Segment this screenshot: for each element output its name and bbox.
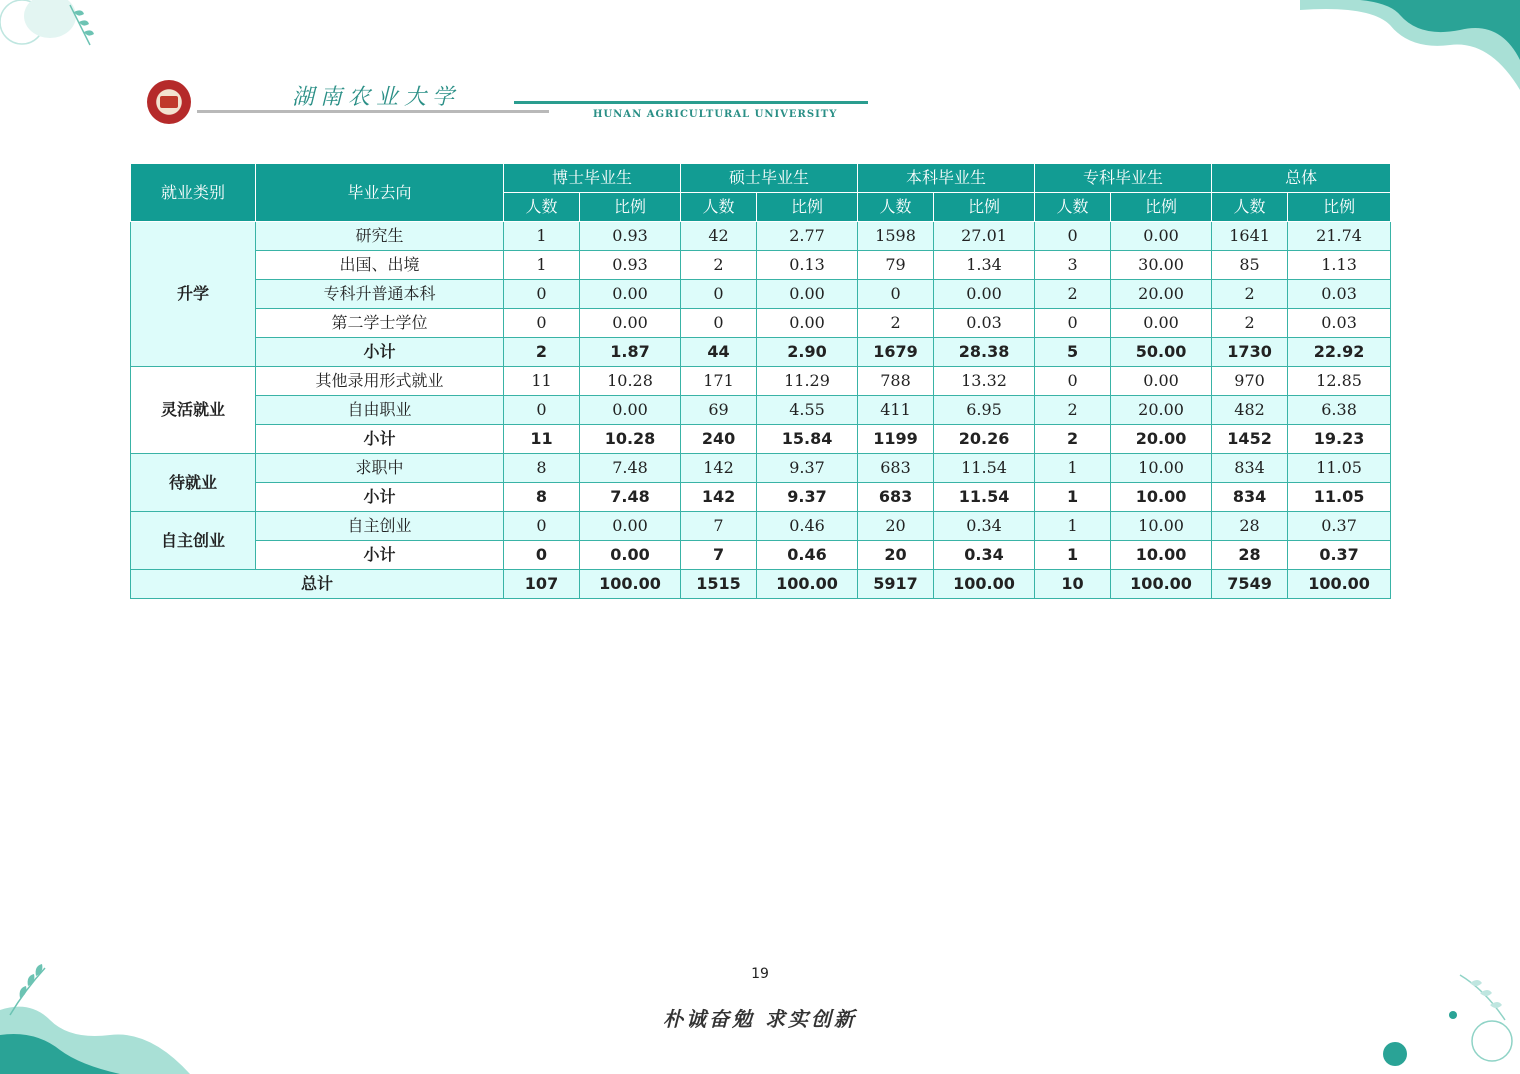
university-motto: 朴诚奋勉 求实创新 (663, 1007, 857, 1031)
ratio-cell: 10.28 (580, 367, 681, 396)
table-row (131, 454, 1391, 483)
header-count: 人数 (1035, 193, 1111, 222)
count-cell: 2 (1035, 425, 1111, 454)
ratio-cell: 22.92 (1288, 338, 1391, 367)
ratio-cell: 12.85 (1288, 367, 1391, 396)
ratio-cell: 15.84 (757, 425, 858, 454)
ratio-cell: 21.74 (1288, 222, 1391, 251)
leaf-decoration-top-left (0, 0, 110, 60)
category-cell: 自主创业 (131, 512, 256, 570)
count-cell: 142 (681, 454, 757, 483)
count-cell: 7549 (1212, 570, 1288, 599)
ratio-cell: 11.29 (757, 367, 858, 396)
destination-cell: 研究生 (256, 222, 504, 251)
table-row (131, 251, 1391, 280)
count-cell: 2 (1212, 309, 1288, 338)
ratio-cell: 28.38 (934, 338, 1035, 367)
subtotal-row (131, 541, 1391, 570)
header-ratio: 比例 (757, 193, 858, 222)
ratio-cell: 11.05 (1288, 454, 1391, 483)
count-cell: 28 (1212, 541, 1288, 570)
brand-name-english: HUNAN AGRICULTURAL UNIVERSITY (593, 109, 838, 120)
count-cell: 0 (504, 280, 580, 309)
table-row (131, 222, 1391, 251)
header-ratio: 比例 (580, 193, 681, 222)
count-cell: 0 (504, 541, 580, 570)
destination-cell: 小计 (256, 338, 504, 367)
header-group: 专科毕业生 (1035, 164, 1212, 193)
ratio-cell: 27.01 (934, 222, 1035, 251)
ratio-cell: 0.03 (1288, 280, 1391, 309)
ratio-cell: 20.26 (934, 425, 1035, 454)
count-cell: 1 (1035, 454, 1111, 483)
count-cell: 0 (1035, 367, 1111, 396)
table-row (131, 367, 1391, 396)
ratio-cell: 0.34 (934, 512, 1035, 541)
destination-cell: 小计 (256, 541, 504, 570)
ratio-cell: 0.00 (580, 396, 681, 425)
count-cell: 20 (858, 541, 934, 570)
ratio-cell: 0.00 (1111, 222, 1212, 251)
ratio-cell: 6.38 (1288, 396, 1391, 425)
category-cell: 灵活就业 (131, 367, 256, 454)
ratio-cell: 11.54 (934, 454, 1035, 483)
count-cell: 1641 (1212, 222, 1288, 251)
count-cell: 10 (1035, 570, 1111, 599)
count-cell: 0 (681, 309, 757, 338)
count-cell: 1598 (858, 222, 934, 251)
ratio-cell: 1.87 (580, 338, 681, 367)
count-cell: 834 (1212, 483, 1288, 512)
ratio-cell: 0.46 (757, 512, 858, 541)
destination-cell: 第二学士学位 (256, 309, 504, 338)
table-row (131, 396, 1391, 425)
ratio-cell: 0.93 (580, 222, 681, 251)
ratio-cell: 0.13 (757, 251, 858, 280)
employment-destination-table (130, 163, 1391, 599)
ratio-cell: 10.00 (1111, 541, 1212, 570)
header-divider-gray (197, 110, 549, 113)
table-body (131, 222, 1391, 599)
ratio-cell: 100.00 (1288, 570, 1391, 599)
count-cell: 0 (504, 309, 580, 338)
university-logo (147, 80, 191, 124)
ratio-cell: 0.03 (1288, 309, 1391, 338)
count-cell: 44 (681, 338, 757, 367)
ratio-cell: 10.28 (580, 425, 681, 454)
ratio-cell: 2.77 (757, 222, 858, 251)
count-cell: 142 (681, 483, 757, 512)
brand-name-chinese: 湖南农业大学 (292, 85, 461, 110)
ratio-cell: 50.00 (1111, 338, 1212, 367)
ratio-cell: 1.13 (1288, 251, 1391, 280)
count-cell: 107 (504, 570, 580, 599)
count-cell: 28 (1212, 512, 1288, 541)
ratio-cell: 7.48 (580, 454, 681, 483)
count-cell: 683 (858, 483, 934, 512)
ratio-cell: 100.00 (934, 570, 1035, 599)
ratio-cell: 10.00 (1111, 512, 1212, 541)
ratio-cell: 4.55 (757, 396, 858, 425)
count-cell: 11 (504, 367, 580, 396)
category-cell: 升学 (131, 222, 256, 367)
header-count: 人数 (504, 193, 580, 222)
count-cell: 788 (858, 367, 934, 396)
count-cell: 8 (504, 454, 580, 483)
destination-cell: 求职中 (256, 454, 504, 483)
ratio-cell: 0.37 (1288, 541, 1391, 570)
ratio-cell: 10.00 (1111, 483, 1212, 512)
header-destination: 毕业去向 (256, 164, 504, 222)
ratio-cell: 9.37 (757, 483, 858, 512)
count-cell: 1730 (1212, 338, 1288, 367)
ratio-cell: 0.00 (757, 280, 858, 309)
count-cell: 2 (1035, 280, 1111, 309)
ratio-cell: 6.95 (934, 396, 1035, 425)
header-count: 人数 (1212, 193, 1288, 222)
count-cell: 411 (858, 396, 934, 425)
header-group: 本科毕业生 (858, 164, 1035, 193)
count-cell: 0 (504, 396, 580, 425)
ratio-cell: 0.00 (1111, 367, 1212, 396)
count-cell: 1 (1035, 541, 1111, 570)
header-group: 博士毕业生 (504, 164, 681, 193)
ratio-cell: 0.46 (757, 541, 858, 570)
count-cell: 85 (1212, 251, 1288, 280)
ratio-cell: 0.00 (1111, 309, 1212, 338)
count-cell: 1452 (1212, 425, 1288, 454)
count-cell: 69 (681, 396, 757, 425)
count-cell: 2 (504, 338, 580, 367)
ratio-cell: 100.00 (1111, 570, 1212, 599)
wave-decoration-top-right (1300, 0, 1520, 95)
count-cell: 11 (504, 425, 580, 454)
count-cell: 2 (1212, 280, 1288, 309)
ratio-cell: 0.00 (580, 541, 681, 570)
count-cell: 2 (681, 251, 757, 280)
count-cell: 1679 (858, 338, 934, 367)
ratio-cell: 0.34 (934, 541, 1035, 570)
ratio-cell: 20.00 (1111, 280, 1212, 309)
count-cell: 1199 (858, 425, 934, 454)
count-cell: 970 (1212, 367, 1288, 396)
table-row (131, 280, 1391, 309)
header-ratio: 比例 (934, 193, 1035, 222)
count-cell: 171 (681, 367, 757, 396)
count-cell: 8 (504, 483, 580, 512)
destination-cell: 出国、出境 (256, 251, 504, 280)
destination-cell: 专科升普通本科 (256, 280, 504, 309)
header-ratio: 比例 (1111, 193, 1212, 222)
destination-cell: 自主创业 (256, 512, 504, 541)
ratio-cell: 11.05 (1288, 483, 1391, 512)
ratio-cell: 0.37 (1288, 512, 1391, 541)
destination-cell: 其他录用形式就业 (256, 367, 504, 396)
count-cell: 5917 (858, 570, 934, 599)
count-cell: 0 (1035, 309, 1111, 338)
destination-cell: 自由职业 (256, 396, 504, 425)
ratio-cell: 11.54 (934, 483, 1035, 512)
count-cell: 683 (858, 454, 934, 483)
ratio-cell: 0.93 (580, 251, 681, 280)
count-cell: 240 (681, 425, 757, 454)
ratio-cell: 100.00 (757, 570, 858, 599)
category-cell: 待就业 (131, 454, 256, 512)
count-cell: 1 (504, 251, 580, 280)
count-cell: 7 (681, 512, 757, 541)
header-ratio: 比例 (1288, 193, 1391, 222)
subtotal-row (131, 338, 1391, 367)
count-cell: 1 (504, 222, 580, 251)
ratio-cell: 0.00 (580, 280, 681, 309)
total-label: 总计 (131, 570, 504, 599)
count-cell: 7 (681, 541, 757, 570)
page-number: 19 (751, 966, 769, 982)
count-cell: 0 (504, 512, 580, 541)
count-cell: 79 (858, 251, 934, 280)
subtotal-row (131, 425, 1391, 454)
count-cell: 1515 (681, 570, 757, 599)
count-cell: 42 (681, 222, 757, 251)
header-count: 人数 (858, 193, 934, 222)
total-row (131, 570, 1391, 599)
count-cell: 0 (681, 280, 757, 309)
header-count: 人数 (681, 193, 757, 222)
ratio-cell: 7.48 (580, 483, 681, 512)
ratio-cell: 100.00 (580, 570, 681, 599)
ratio-cell: 10.00 (1111, 454, 1212, 483)
count-cell: 0 (858, 280, 934, 309)
ratio-cell: 0.00 (580, 309, 681, 338)
header-group: 总体 (1212, 164, 1391, 193)
ratio-cell: 0.00 (934, 280, 1035, 309)
ratio-cell: 20.00 (1111, 396, 1212, 425)
count-cell: 1 (1035, 512, 1111, 541)
ratio-cell: 1.34 (934, 251, 1035, 280)
count-cell: 2 (858, 309, 934, 338)
count-cell: 834 (1212, 454, 1288, 483)
count-cell: 5 (1035, 338, 1111, 367)
table-row (131, 512, 1391, 541)
header-category: 就业类别 (131, 164, 256, 222)
ratio-cell: 0.00 (757, 309, 858, 338)
ratio-cell: 19.23 (1288, 425, 1391, 454)
count-cell: 1 (1035, 483, 1111, 512)
header-group: 硕士毕业生 (681, 164, 858, 193)
ratio-cell: 13.32 (934, 367, 1035, 396)
ratio-cell: 30.00 (1111, 251, 1212, 280)
count-cell: 20 (858, 512, 934, 541)
count-cell: 0 (1035, 222, 1111, 251)
table-row (131, 309, 1391, 338)
ratio-cell: 0.00 (580, 512, 681, 541)
count-cell: 482 (1212, 396, 1288, 425)
ratio-cell: 9.37 (757, 454, 858, 483)
destination-cell: 小计 (256, 483, 504, 512)
count-cell: 3 (1035, 251, 1111, 280)
destination-cell: 小计 (256, 425, 504, 454)
ratio-cell: 2.90 (757, 338, 858, 367)
count-cell: 2 (1035, 396, 1111, 425)
ratio-cell: 0.03 (934, 309, 1035, 338)
subtotal-row (131, 483, 1391, 512)
header-divider-teal (514, 101, 868, 104)
ratio-cell: 20.00 (1111, 425, 1212, 454)
